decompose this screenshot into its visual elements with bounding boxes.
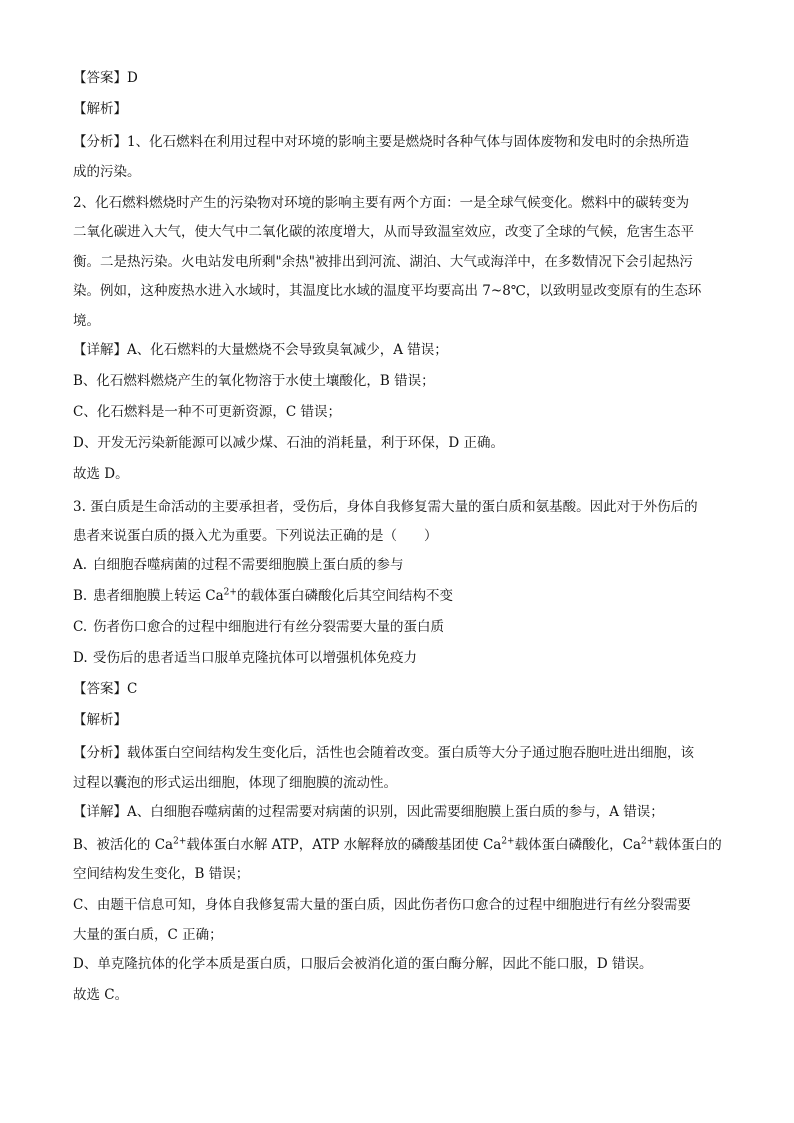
detail-d: D、单克隆抗体的化学本质是蛋白质，口服后会被消化道的蛋白酶分解，因此不能口服，D 错误。: [73, 955, 653, 972]
detail-b-paragraph: [73, 831, 723, 890]
answer-label: 【答案】C: [73, 681, 138, 697]
text-segment: B、被活化的 Ca: [73, 836, 174, 853]
document-page: [73, 66, 723, 1014]
text-line: 3. 蛋白质是生命活动的主要承担者，受伤后，身体自我修复需大量的蛋白质和氨基酸。因此对于外伤后的: [73, 498, 698, 515]
text-line: 二氧化碳进入大气，使大气中二氧化碳的浓度增大，从而导致温室效应，改变了全球的气候，危害生态平: [73, 224, 694, 240]
option-text: 伤者伤口愈合的过程中细胞进行有丝分裂需要大量的蛋白质: [93, 619, 444, 635]
text-line: 过程以囊泡的形式运出细胞，体现了细胞膜的流动性。: [73, 774, 397, 791]
option-a: [73, 553, 723, 578]
option-letter: A.: [73, 557, 88, 573]
text-segment: 载体蛋白水解 ATP，ATP 水解释放的磷酸基团使 Ca: [186, 836, 502, 853]
detail-a: 【详解】A、白细胞吞噬病菌的过程需要对病菌的识别，因此需要细胞膜上蛋白质的参与，A 错误；: [73, 803, 664, 820]
superscript: 2+: [223, 587, 237, 598]
option-letter: B.: [73, 588, 88, 604]
detail-a: 【详解】A、化石燃料的大量燃烧不会导致臭氧减少，A 错误；: [73, 341, 448, 358]
analysis-title: 【解析】: [73, 712, 127, 728]
detail-d: D、开发无污染新能源可以减少煤、石油的消耗量，利于环保，D 正确。: [73, 434, 504, 451]
text-line: 空间结构发生变化，B 错误；: [73, 866, 250, 882]
analysis-title: 【解析】: [73, 101, 127, 117]
text-line: 境。: [73, 312, 100, 329]
detail-b: B、化石燃料燃烧产生的氧化物溶于水使土壤酸化，B 错误；: [73, 372, 435, 389]
option-text: 白细胞吞噬病菌的过程不需要细胞膜上蛋白质的参与: [93, 557, 404, 573]
superscript: 2+: [501, 836, 515, 846]
text-segment: 载体蛋白磷酸化，Ca: [514, 836, 641, 853]
text-line: 【分析】载体蛋白空间结构发生变化后，活性也会随着改变。蛋白质等大分子通过胞吞胞吐进出细胞，该: [73, 745, 694, 761]
analysis-paragraph-1: [73, 128, 723, 187]
option-text: 患者细胞膜上转运 Ca: [93, 588, 224, 604]
text-segment: 载体蛋白的: [654, 836, 722, 853]
choose-answer: 故选 C。: [73, 986, 129, 1003]
detail-c: C、化石燃料是一种不可更新资源，C 错误；: [73, 403, 341, 420]
text-line: [73, 831, 723, 861]
superscript: 2+: [173, 836, 187, 846]
option-letter: C.: [73, 619, 88, 635]
choose-answer: 故选 D。: [73, 465, 129, 482]
answer-label: 【答案】D: [73, 70, 138, 86]
option-c: [73, 615, 723, 640]
text-line: 2、化石燃料燃烧时产生的污染物对环境的影响主要有两个方面：一是全球气候变化。燃料中的碳转变为: [73, 194, 690, 211]
option-letter: D.: [73, 650, 88, 666]
text-line: 患者来说蛋白质的摄入尤为重要。下列说法正确的是（ ）: [73, 528, 438, 544]
question-3-stem: [73, 493, 723, 552]
text-line: 成的污染。: [73, 163, 141, 180]
text-line: 衡。二是热污染。火电站发电所剩"余热"被排出到河流、湖泊、大气或海洋中，在多数情况下会引起热污: [73, 253, 693, 270]
option-text: 受伤后的患者适当口服单克隆抗体可以增强机体免疫力: [93, 650, 417, 666]
analysis-paragraph-2: [73, 189, 723, 337]
detail-c-paragraph: [73, 891, 723, 950]
superscript: 2+: [641, 836, 655, 846]
text-line: C、由题干信息可知，身体自我修复需大量的蛋白质，因此伤者伤口愈合的过程中细胞进行有丝分裂需要: [73, 897, 691, 913]
text-line: 【分析】1、化石燃料在利用过程中对环境的影响主要是燃烧时各种气体与固体废物和发电时的余热所造: [73, 134, 690, 150]
option-d: [73, 646, 723, 671]
analysis-3-fenxi: [73, 739, 723, 798]
option-b: [73, 584, 723, 609]
option-text: 的载体蛋白磷酸化后其空间结构不变: [236, 588, 453, 604]
text-line: 大量的蛋白质，C 正确；: [73, 926, 223, 943]
text-line: 染。例如，这种废热水进入水域时，其温度比水域的温度平均要高出 7~8℃，以致明显改变原有的生态环: [73, 283, 702, 299]
